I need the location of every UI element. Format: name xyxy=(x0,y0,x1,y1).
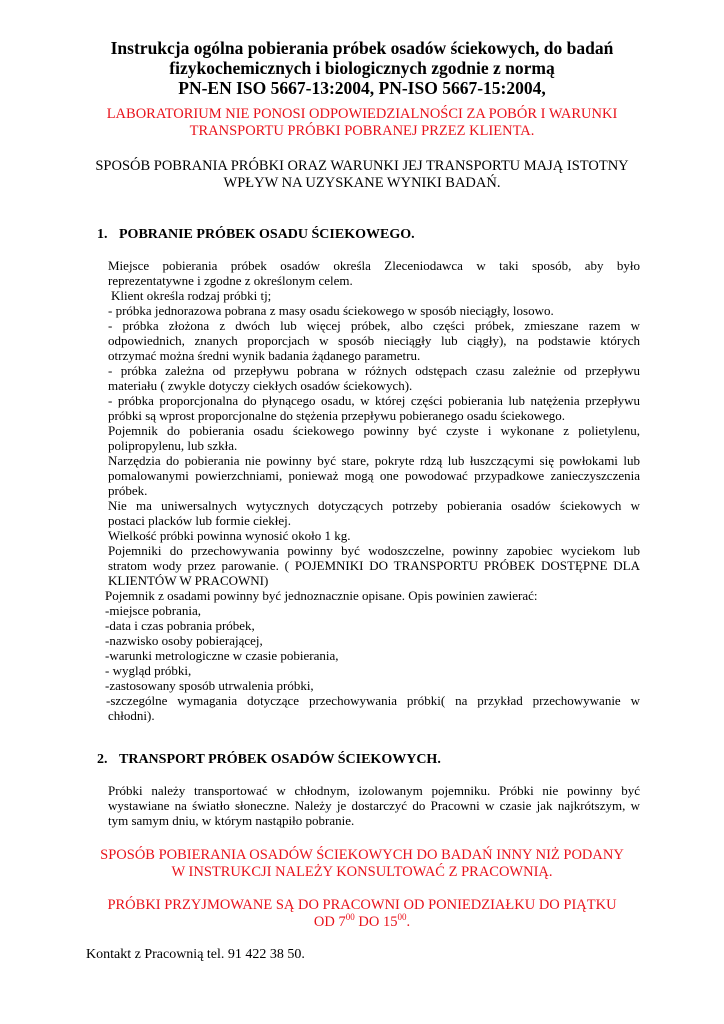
paragraph-line: stratom wody przez parowanie. ( POJEMNIKI DO TRANSPORTU PRÓBEK DOSTĘPNE DLA xyxy=(108,558,640,573)
paragraph-line: polipropylenu, lub szkła. xyxy=(108,438,238,453)
title-line-2: fizykochemicznych i biologicznych zgodnie z normą xyxy=(169,58,555,78)
paragraph-line: otrzymać można średni wynik badania żądanego parametru. xyxy=(108,348,421,363)
list-item: chłodni). xyxy=(108,708,155,723)
paragraph-line: - próbka złożona z dwóch lub więcej próbek, albo części próbek, zmieszane razem w xyxy=(108,318,640,333)
paragraph-line: postaci placków lub formie ciekłej. xyxy=(108,513,292,528)
paragraph-line: materiału ( zwykle dotyczy ciekłych osadów ściekowych). xyxy=(108,378,413,393)
section-1-title: POBRANIE PRÓBEK OSADU ŚCIEKOWEGO. xyxy=(119,227,415,242)
paragraph-line: Miejsce pobierania próbek osadów określa Zleceniodawca w taki sposób, aby było xyxy=(108,258,640,273)
section-1-number: 1. xyxy=(97,227,108,242)
paragraph-line: tym samym dniu, w którym nastąpiło pobranie. xyxy=(108,813,355,828)
paragraph-line: Klient określa rodzaj próbki tj; xyxy=(111,288,272,303)
paragraph-line: Pojemnik do pobierania osadu ściekowego powinny być czyste i wykonane z polietylenu, xyxy=(108,423,640,438)
paragraph-line: próbki są wprost proporcjonalne do stężenia przepływu pobieranego osadu ściekowego. xyxy=(108,408,566,423)
paragraph-line: Narzędzia do pobierania nie powinny być stare, pokryte rdzą lub łuszczącymi się powłokami lub xyxy=(108,453,640,468)
paragraph-line: Próbki należy transportować w chłodnym, izolowanym pojemniku. Próbki nie powinny być xyxy=(108,783,640,798)
hours-to-minutes: 00 xyxy=(397,912,407,922)
contact-phone: Kontakt z Pracownią tel. 91 422 38 50. xyxy=(86,947,305,962)
paragraph-line: Pojemnik z osadami powinny być jednoznacznie opisane. Opis powinien zawierać: xyxy=(105,588,538,603)
notice-line-1: SPOSÓB POBRANIA PRÓBKI ORAZ WARUNKI JEJ TRANSPORTU MAJĄ ISTOTNY xyxy=(95,158,629,174)
hours-line-2 xyxy=(40,914,684,931)
paragraph-line: - próbka jednorazowa pobrana z masy osadu ściekowego w sposób nieciągły, losowo. xyxy=(108,303,554,318)
paragraph-line: próbek. xyxy=(108,483,148,498)
hours-to: DO 15 xyxy=(354,914,398,930)
list-item: -szczególne wymagania dotyczące przechowywania próbki( na przykład przechowywanie w xyxy=(106,693,640,708)
hours-from: OD 7 xyxy=(313,914,346,930)
list-item: - wygląd próbki, xyxy=(105,663,192,678)
notice-line-2: WPŁYW NA UZYSKANE WYNIKI BADAŃ. xyxy=(223,175,501,191)
paragraph-line: odpowiednich, znanych proporcjach w sposób nieciągły lub ciągły), na podstawie których xyxy=(108,333,640,348)
liability-disclaimer xyxy=(40,106,684,140)
section-1-body xyxy=(105,258,640,723)
hours-line-1: PRÓBKI PRZYJMOWANE SĄ DO PRACOWNI OD PONIEDZIAŁKU DO PIĄTKU xyxy=(107,897,617,913)
section-2-body xyxy=(108,783,640,828)
list-item: -zastosowany sposób utrwalenia próbki, xyxy=(105,678,314,693)
paragraph-line: KLIENTÓW W PRACOWNI) xyxy=(108,573,269,588)
sampling-notice xyxy=(40,158,684,192)
list-item: -data i czas pobrania próbek, xyxy=(105,618,255,633)
disclaimer-line-1: LABORATORIUM NIE PONOSI ODPOWIEDZIALNOŚCI ZA POBÓR I WARUNKI xyxy=(106,106,618,122)
section-2-number: 2. xyxy=(97,752,108,767)
consultation-notice xyxy=(40,847,684,881)
hours-from-minutes: 00 xyxy=(345,912,355,922)
list-item: -nazwisko osoby pobierającej, xyxy=(105,633,263,648)
list-item: -miejsce pobrania, xyxy=(105,603,202,618)
consult-line-2: W INSTRUKCJI NALEŻY KONSULTOWAĆ Z PRACOWNIĄ. xyxy=(171,864,553,880)
paragraph-line: wystawiane na światło słoneczne. Należy je dostarczyć do Pracowni w czasie jak najkrótszym, w xyxy=(108,798,640,813)
paragraph-line: - próbka proporcjonalna do płynącego osadu, w której części pobierania lub natężenia przepływu xyxy=(108,393,640,408)
reception-hours xyxy=(40,897,684,931)
paragraph-line: reprezentatywne i zgodne z określonym celem. xyxy=(108,273,353,288)
disclaimer-line-2: TRANSPORTU PRÓBKI POBRANEJ PRZEZ KLIENTA. xyxy=(189,123,535,139)
document-title xyxy=(60,38,664,98)
section-2-heading xyxy=(97,751,441,768)
paragraph-line: - próbka zależna od przepływu pobrana w różnych odstępach czasu zależnie od przepływu xyxy=(108,363,640,378)
hours-end: . xyxy=(406,914,411,930)
title-line-1: Instrukcja ogólna pobierania próbek osadów ściekowych, do badań xyxy=(110,38,614,58)
paragraph-line: Nie ma uniwersalnych wytycznych dotyczących potrzeby pobierania osadów ściekowych w xyxy=(108,498,640,513)
paragraph-line: Wielkość próbki powinna wynosić około 1 kg. xyxy=(108,528,351,543)
paragraph-line: Pojemniki do przechowywania powinny być wodoszczelne, powinny zapobiec wyciekom lub xyxy=(108,543,640,558)
section-2-title: TRANSPORT PRÓBEK OSADÓW ŚCIEKOWYCH. xyxy=(119,752,441,767)
title-line-3: PN-EN ISO 5667-13:2004, PN-ISO 5667-15:2004, xyxy=(178,78,546,98)
list-item: -warunki metrologiczne w czasie pobierania, xyxy=(105,648,339,663)
paragraph-line: pomalowanymi powierzchniami, ponieważ mogą one powodować przypadkowe zanieczyszczenia xyxy=(108,468,640,483)
consult-line-1: SPOSÓB POBIERANIA OSADÓW ŚCIEKOWYCH DO BADAŃ INNY NIŻ PODANY xyxy=(100,847,624,863)
section-1-heading xyxy=(97,226,415,243)
